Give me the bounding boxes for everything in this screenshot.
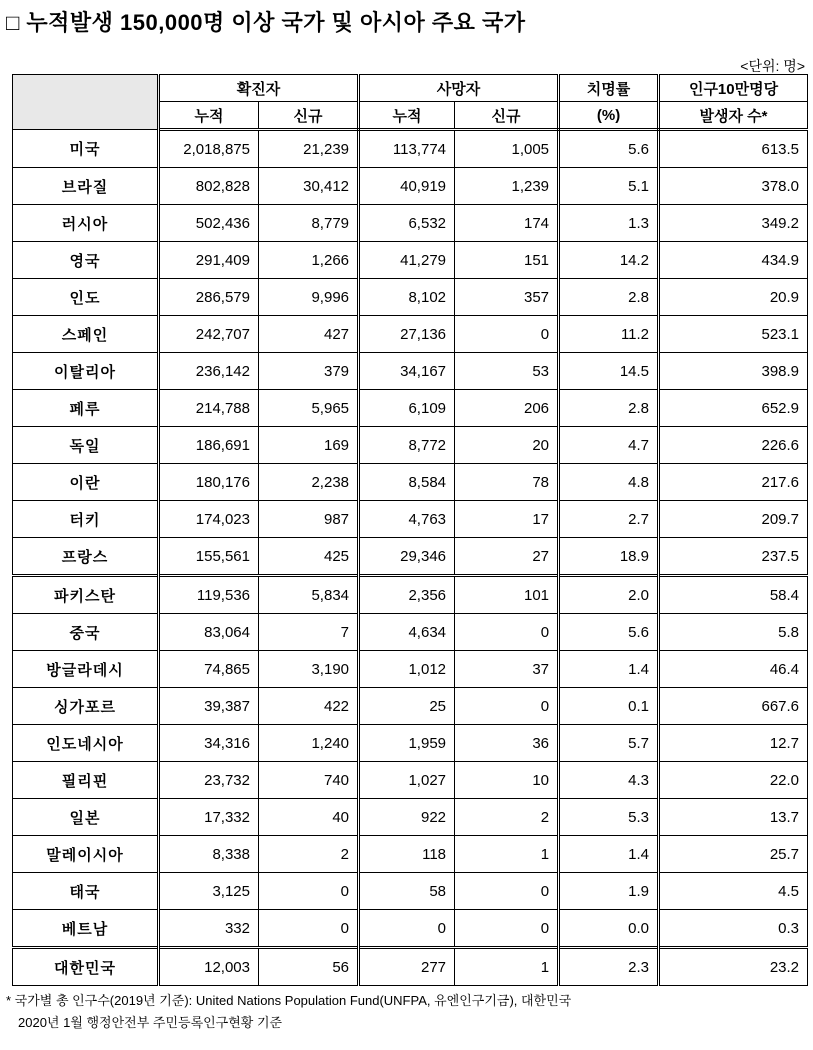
cell-cfr: 1.9 [559,873,659,910]
cell-conf-cum: 174,023 [159,501,259,538]
cell-conf-new: 3,190 [259,651,359,688]
cell-death-new: 1,005 [455,130,559,168]
cell-death-cum: 8,772 [359,427,455,464]
cell-country: 이란 [13,464,159,501]
cell-conf-cum: 74,865 [159,651,259,688]
cell-death-cum: 2,356 [359,576,455,614]
cell-conf-cum: 236,142 [159,353,259,390]
cell-death-new: 0 [455,873,559,910]
footnote-line2: 2020년 1월 행정안전부 주민등록인구현황 기준 [18,1015,283,1030]
cell-cfr: 2.0 [559,576,659,614]
table-row [13,316,808,353]
cell-death-new: 37 [455,651,559,688]
cell-cfr: 4.3 [559,762,659,799]
cell-conf-cum: 802,828 [159,168,259,205]
unit-label: <단위: 명> [740,58,805,74]
cell-death-new: 0 [455,614,559,651]
cell-conf-cum: 119,536 [159,576,259,614]
header-confirmed: 확진자 [159,75,359,102]
cell-conf-cum: 502,436 [159,205,259,242]
cell-cfr: 1.3 [559,205,659,242]
cell-cfr: 5.7 [559,725,659,762]
cell-conf-cum: 83,064 [159,614,259,651]
cell-country: 인도네시아 [13,725,159,762]
table-row [13,651,808,688]
cell-death-cum: 29,346 [359,538,455,576]
cell-conf-new: 379 [259,353,359,390]
cell-death-cum: 4,634 [359,614,455,651]
cell-death-new: 1 [455,948,559,986]
table-row [13,910,808,948]
cell-country: 러시아 [13,205,159,242]
header-deaths-new: 신규 [455,102,559,130]
cell-death-cum: 277 [359,948,455,986]
table-row [13,205,808,242]
table-row [13,688,808,725]
cell-conf-new: 5,965 [259,390,359,427]
cell-country: 인도 [13,279,159,316]
cell-death-cum: 0 [359,910,455,948]
cell-death-new: 2 [455,799,559,836]
cell-country: 브라질 [13,168,159,205]
cell-cfr: 2.3 [559,948,659,986]
cell-death-new: 36 [455,725,559,762]
cell-per100k: 209.7 [659,501,808,538]
header-confirmed-new: 신규 [259,102,359,130]
cell-death-new: 10 [455,762,559,799]
cell-per100k: 5.8 [659,614,808,651]
cell-country: 독일 [13,427,159,464]
cell-per100k: 523.1 [659,316,808,353]
cell-country: 중국 [13,614,159,651]
header-cfr-unit: (%) [559,102,659,130]
cell-cfr: 2.8 [559,390,659,427]
cell-per100k: 613.5 [659,130,808,168]
header-cfr: 치명률 [559,75,659,102]
cell-conf-cum: 12,003 [159,948,259,986]
cell-death-new: 1 [455,836,559,873]
cell-per100k: 237.5 [659,538,808,576]
cell-conf-cum: 17,332 [159,799,259,836]
cell-country: 미국 [13,130,159,168]
cell-conf-new: 7 [259,614,359,651]
cell-conf-new: 40 [259,799,359,836]
cell-cfr: 4.7 [559,427,659,464]
cell-country: 일본 [13,799,159,836]
cell-conf-cum: 2,018,875 [159,130,259,168]
cell-death-cum: 34,167 [359,353,455,390]
cell-per100k: 12.7 [659,725,808,762]
cell-per100k: 434.9 [659,242,808,279]
cell-country: 터키 [13,501,159,538]
footnote-line1: * 국가별 총 인구수(2019년 기준): United Nations Population Fund(UNFPA, 유엔인구기금), 대한민국 [6,993,572,1008]
cell-conf-new: 0 [259,873,359,910]
cell-conf-new: 427 [259,316,359,353]
document-title: □ 누적발생 150,000명 이상 국가 및 아시아 주요 국가 [6,10,526,35]
cell-conf-new: 987 [259,501,359,538]
table-row [13,130,808,168]
cell-death-new: 206 [455,390,559,427]
cell-death-cum: 118 [359,836,455,873]
table-row [13,427,808,464]
cell-death-cum: 1,027 [359,762,455,799]
table-row [13,390,808,427]
cell-conf-new: 8,779 [259,205,359,242]
cell-country: 프랑스 [13,538,159,576]
cell-death-cum: 8,584 [359,464,455,501]
cell-conf-new: 1,240 [259,725,359,762]
cell-conf-new: 2,238 [259,464,359,501]
cell-per100k: 398.9 [659,353,808,390]
cell-cfr: 4.8 [559,464,659,501]
cell-per100k: 226.6 [659,427,808,464]
cell-death-cum: 25 [359,688,455,725]
cell-conf-new: 56 [259,948,359,986]
cell-cfr: 5.1 [559,168,659,205]
cell-death-new: 17 [455,501,559,538]
cell-death-cum: 6,532 [359,205,455,242]
cell-per100k: 349.2 [659,205,808,242]
table-row [13,873,808,910]
cell-country: 스페인 [13,316,159,353]
header-deaths-cumulative: 누적 [359,102,455,130]
cell-conf-new: 425 [259,538,359,576]
cell-per100k: 58.4 [659,576,808,614]
cell-death-cum: 58 [359,873,455,910]
cell-per100k: 4.5 [659,873,808,910]
cell-cfr: 5.3 [559,799,659,836]
cell-conf-cum: 286,579 [159,279,259,316]
table-row [13,948,808,986]
cell-death-new: 174 [455,205,559,242]
cell-cfr: 14.5 [559,353,659,390]
cell-conf-cum: 155,561 [159,538,259,576]
table-row [13,168,808,205]
cell-conf-new: 740 [259,762,359,799]
cell-death-cum: 113,774 [359,130,455,168]
cell-death-new: 0 [455,910,559,948]
cell-death-new: 20 [455,427,559,464]
cell-death-new: 27 [455,538,559,576]
table-body [13,130,808,986]
cell-cfr: 2.8 [559,279,659,316]
cell-conf-cum: 242,707 [159,316,259,353]
header-corner [13,75,159,130]
cell-death-new: 151 [455,242,559,279]
header-confirmed-cumulative: 누적 [159,102,259,130]
cell-conf-cum: 332 [159,910,259,948]
table-row [13,836,808,873]
cell-conf-new: 30,412 [259,168,359,205]
table-row [13,279,808,316]
cell-country: 페루 [13,390,159,427]
header-deaths: 사망자 [359,75,559,102]
cell-death-cum: 6,109 [359,390,455,427]
cell-cfr: 0.0 [559,910,659,948]
cell-conf-new: 169 [259,427,359,464]
cell-cfr: 14.2 [559,242,659,279]
table-row [13,538,808,576]
cell-conf-new: 5,834 [259,576,359,614]
cell-conf-new: 9,996 [259,279,359,316]
cell-death-cum: 27,136 [359,316,455,353]
cell-conf-new: 21,239 [259,130,359,168]
cell-country: 베트남 [13,910,159,948]
table-row [13,614,808,651]
cell-conf-cum: 34,316 [159,725,259,762]
cell-cfr: 1.4 [559,651,659,688]
header-per100k-line1: 인구10만명당 [659,75,808,102]
cell-per100k: 22.0 [659,762,808,799]
table-row [13,576,808,614]
cell-per100k: 20.9 [659,279,808,316]
cell-country: 태국 [13,873,159,910]
cell-death-cum: 8,102 [359,279,455,316]
cell-conf-new: 422 [259,688,359,725]
cell-country: 영국 [13,242,159,279]
cell-per100k: 23.2 [659,948,808,986]
covid-country-table [12,74,808,986]
cell-conf-cum: 186,691 [159,427,259,464]
cell-death-cum: 1,012 [359,651,455,688]
cell-per100k: 652.9 [659,390,808,427]
table-row [13,725,808,762]
cell-country: 파키스탄 [13,576,159,614]
cell-death-new: 78 [455,464,559,501]
cell-conf-cum: 180,176 [159,464,259,501]
table-row [13,501,808,538]
cell-death-new: 357 [455,279,559,316]
cell-death-cum: 1,959 [359,725,455,762]
cell-conf-cum: 23,732 [159,762,259,799]
table-row [13,762,808,799]
cell-conf-cum: 39,387 [159,688,259,725]
cell-conf-new: 2 [259,836,359,873]
cell-country: 대한민국 [13,948,159,986]
cell-conf-cum: 214,788 [159,390,259,427]
table-row [13,464,808,501]
cell-country: 필리핀 [13,762,159,799]
cell-death-cum: 922 [359,799,455,836]
cell-death-new: 53 [455,353,559,390]
cell-conf-cum: 8,338 [159,836,259,873]
cell-cfr: 2.7 [559,501,659,538]
cell-per100k: 25.7 [659,836,808,873]
table-row [13,799,808,836]
cell-country: 방글라데시 [13,651,159,688]
header-per100k-line2: 발생자 수* [659,102,808,130]
footnote [6,990,571,1034]
cell-death-new: 0 [455,688,559,725]
table-row [13,242,808,279]
cell-country: 이탈리아 [13,353,159,390]
cell-per100k: 667.6 [659,688,808,725]
cell-cfr: 0.1 [559,688,659,725]
cell-per100k: 217.6 [659,464,808,501]
cell-country: 싱가포르 [13,688,159,725]
cell-death-cum: 4,763 [359,501,455,538]
cell-conf-new: 0 [259,910,359,948]
cell-cfr: 18.9 [559,538,659,576]
cell-cfr: 11.2 [559,316,659,353]
cell-cfr: 1.4 [559,836,659,873]
table-row [13,353,808,390]
cell-conf-cum: 291,409 [159,242,259,279]
cell-cfr: 5.6 [559,614,659,651]
cell-per100k: 378.0 [659,168,808,205]
cell-conf-cum: 3,125 [159,873,259,910]
cell-death-new: 1,239 [455,168,559,205]
cell-per100k: 13.7 [659,799,808,836]
cell-conf-new: 1,266 [259,242,359,279]
cell-death-new: 101 [455,576,559,614]
cell-death-cum: 41,279 [359,242,455,279]
cell-per100k: 46.4 [659,651,808,688]
cell-death-new: 0 [455,316,559,353]
cell-country: 말레이시아 [13,836,159,873]
cell-per100k: 0.3 [659,910,808,948]
cell-cfr: 5.6 [559,130,659,168]
cell-death-cum: 40,919 [359,168,455,205]
